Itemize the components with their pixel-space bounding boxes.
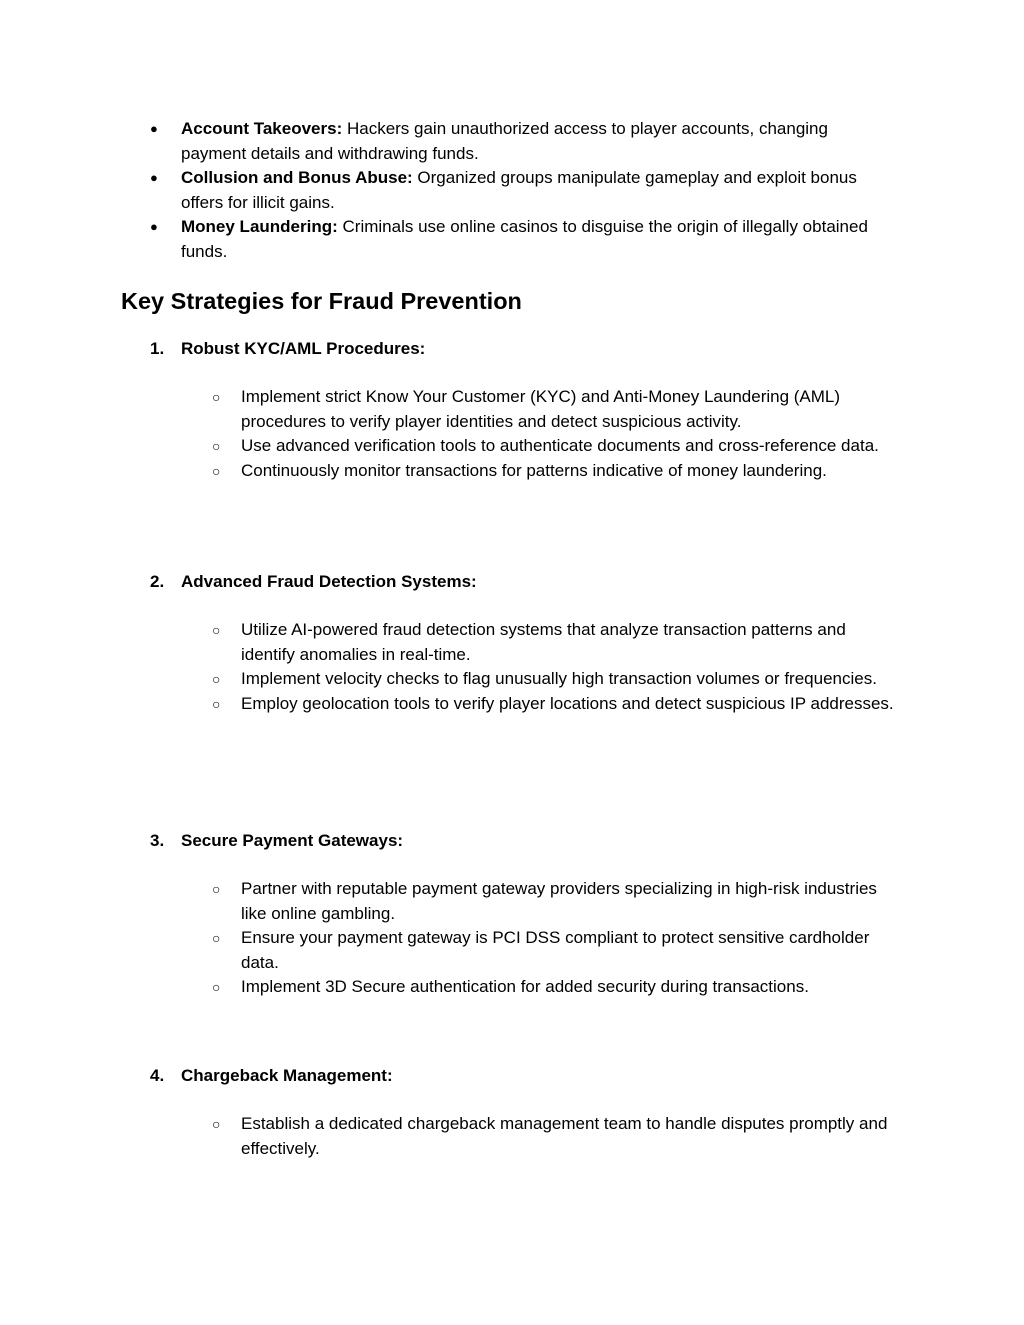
strategy-items — [150, 618, 900, 716]
list-item — [150, 667, 900, 692]
list-item — [150, 117, 890, 166]
circle-bullet-icon: ○ — [212, 1116, 221, 1132]
list-item — [150, 459, 900, 484]
strategy-section-chargeback — [150, 1064, 900, 1161]
list-item — [150, 385, 900, 434]
bullet-text: Hackers gain unauthorized access to player accounts, changing payment details and withdrawing funds. — [181, 119, 828, 163]
strategy-title — [150, 829, 900, 853]
strategy-number: 3. — [150, 831, 165, 850]
strategy-title-text: Chargeback Management: — [181, 1066, 393, 1085]
list-item — [150, 877, 900, 926]
list-item — [150, 692, 900, 717]
strategy-number: 2. — [150, 572, 165, 591]
circle-bullet-icon: ○ — [212, 695, 221, 712]
fraud-types-list — [150, 117, 890, 264]
list-item — [150, 618, 900, 667]
bullet-text: Organized groups manipulate gameplay and exploit bonus offers for illicit gains. — [181, 168, 857, 212]
strategy-section-fraud-detection — [150, 570, 900, 716]
item-text: Utilize AI-powered fraud detection systems that analyze transaction patterns and identify anomalies in real-time. — [241, 620, 846, 664]
strategy-title — [150, 337, 900, 361]
item-text: Implement velocity checks to flag unusually high transaction volumes or frequencies. — [241, 669, 877, 688]
item-text: Establish a dedicated chargeback management team to handle disputes promptly and effectively. — [241, 1114, 888, 1158]
strategy-section-payment-gateways — [150, 829, 900, 1000]
list-item — [150, 166, 890, 215]
bullet-icon: ● — [150, 219, 158, 234]
strategy-section-kyc-aml — [150, 337, 900, 483]
circle-bullet-icon: ○ — [212, 622, 221, 638]
strategy-title — [150, 570, 900, 594]
strategy-items — [150, 877, 900, 1000]
list-item — [150, 926, 900, 975]
strategy-items — [150, 385, 900, 483]
bullet-term: Collusion and Bonus Abuse: — [181, 168, 413, 187]
bullet-icon: ● — [150, 170, 158, 185]
list-item — [150, 215, 890, 264]
bullet-term: Money Laundering: — [181, 217, 338, 236]
bullet-text: Criminals use online casinos to disguise the origin of illegally obtained funds. — [181, 217, 868, 261]
circle-bullet-icon: ○ — [212, 389, 221, 405]
item-text: Implement 3D Secure authentication for added security during transactions. — [241, 977, 809, 996]
item-text: Employ geolocation tools to verify player locations and detect suspicious IP addresses. — [241, 693, 894, 713]
bullet-icon: ● — [150, 121, 158, 136]
circle-bullet-icon: ○ — [212, 930, 221, 946]
item-text: Continuously monitor transactions for patterns indicative of money laundering. — [241, 460, 827, 480]
strategy-title — [150, 1064, 900, 1088]
circle-bullet-icon: ○ — [212, 881, 221, 897]
circle-bullet-icon: ○ — [212, 462, 221, 479]
strategy-title-text: Secure Payment Gateways: — [181, 831, 404, 850]
item-text: Ensure your payment gateway is PCI DSS compliant to protect sensitive cardholder data. — [241, 928, 870, 972]
list-item — [150, 1112, 900, 1161]
list-item — [150, 434, 900, 459]
circle-bullet-icon: ○ — [212, 671, 221, 687]
strategy-items — [150, 1112, 900, 1161]
circle-bullet-icon: ○ — [212, 438, 221, 454]
section-heading: Key Strategies for Fraud Prevention — [121, 288, 522, 314]
strategy-number: 4. — [150, 1066, 165, 1085]
circle-bullet-icon: ○ — [212, 979, 221, 995]
strategy-number: 1. — [150, 339, 165, 358]
bullet-term: Account Takeovers: — [181, 119, 343, 138]
item-text: Partner with reputable payment gateway providers specializing in high-risk industries like online gambling. — [241, 879, 877, 923]
item-text: Implement strict Know Your Customer (KYC) and Anti-Money Laundering (AML) procedures to verify player identities and detect suspicious activity. — [241, 387, 841, 431]
list-item — [150, 975, 900, 1000]
item-text: Use advanced verification tools to authenticate documents and cross-reference data. — [241, 436, 879, 455]
strategy-title-text: Robust KYC/AML Procedures: — [181, 339, 426, 358]
strategy-title-text: Advanced Fraud Detection Systems: — [181, 572, 477, 591]
